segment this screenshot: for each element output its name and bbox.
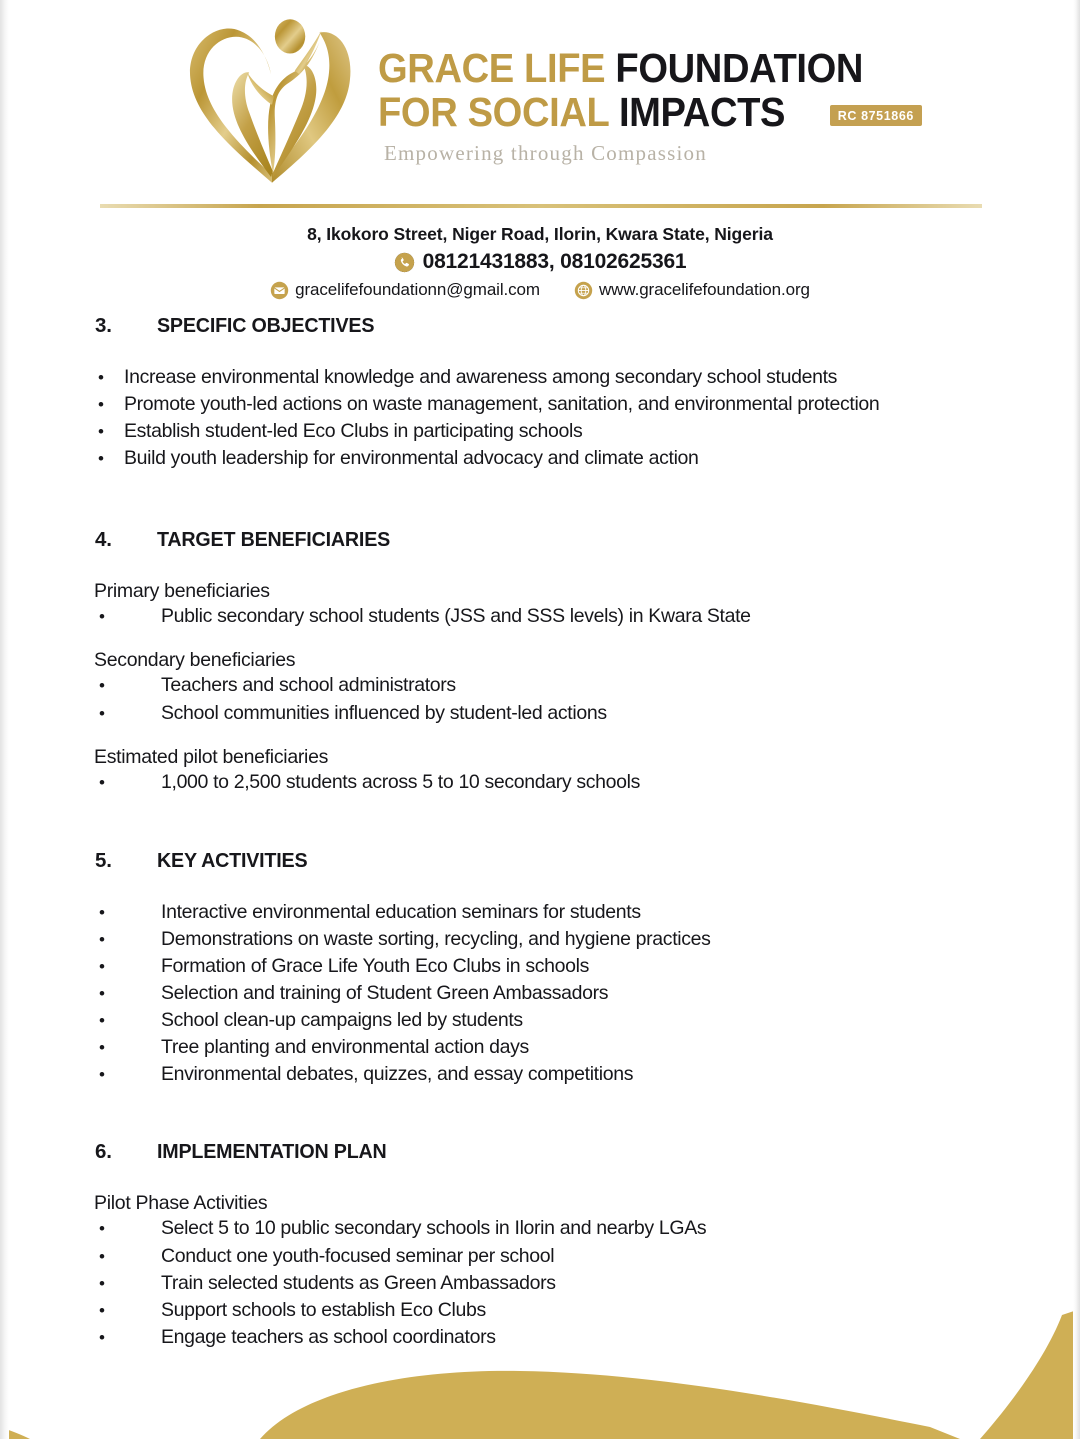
bullet-icon: [99, 1248, 161, 1265]
section-title: KEY ACTIVITIES: [157, 848, 308, 872]
bullet-icon: [99, 958, 161, 975]
subsection-label: Secondary beneficiaries: [94, 649, 296, 672]
section-number: 6.: [95, 1140, 112, 1164]
logo-row: [176, 6, 922, 196]
bullet-icon: [99, 705, 161, 722]
brand-line-2-row: [378, 88, 922, 136]
globe-icon: [574, 281, 593, 300]
key-activities-list: [0, 899, 1080, 1089]
gold-divider-line: [100, 204, 982, 208]
bullet-icon: [99, 1302, 161, 1319]
list-item-text: 1,000 to 2,500 students across 5 to 10 secondary schools: [161, 770, 641, 793]
contact-web-row: [0, 280, 1080, 300]
bullet-icon: [98, 450, 124, 467]
list-item: [0, 1215, 1080, 1242]
section-heading: [0, 314, 1080, 338]
section-key-activities: [0, 849, 1080, 1089]
list-item-text: Promote youth-led actions on waste management, sanitation, and environmental protection: [124, 393, 880, 416]
list-item: [0, 391, 1080, 418]
section-heading: [0, 528, 1080, 552]
rc-number-badge: RC 8751866: [830, 105, 922, 126]
list-item: [0, 953, 1080, 980]
brand-tagline: Empowering through Compassion: [384, 141, 707, 166]
brand-line1-gold: GRACE LIFE: [378, 45, 616, 91]
section-target-beneficiaries: [0, 528, 1080, 795]
brand-line2-gold: FOR SOCIAL: [378, 89, 619, 136]
bullet-icon: [99, 1275, 161, 1292]
subsection-label: Estimated pilot beneficiaries: [94, 745, 329, 768]
list-item-text: Select 5 to 10 public secondary schools in Ilorin and nearby LGAs: [161, 1217, 707, 1240]
list-item-text: Engage teachers as school coordinators: [161, 1325, 496, 1348]
bullet-icon: [99, 677, 161, 694]
section-title: IMPLEMENTATION PLAN: [157, 1140, 387, 1164]
bullet-icon: [98, 423, 124, 440]
subsection-label: Pilot Phase Activities: [94, 1192, 268, 1215]
list-item-text: Support schools to establish Eco Clubs: [161, 1298, 486, 1321]
list-item-text: School clean-up campaigns led by students: [161, 1009, 523, 1032]
bullet-icon: [99, 1329, 161, 1346]
bullet-icon: [99, 1066, 161, 1083]
letterhead-header: [0, 0, 1080, 200]
brand-line-1: [378, 45, 884, 91]
document-body: [0, 314, 1080, 1351]
list-item-text: Train selected students as Green Ambassadors: [161, 1271, 556, 1294]
list-item-text: Increase environmental knowledge and awareness among secondary school students: [124, 366, 838, 388]
contact-phone-row: [0, 250, 1080, 274]
section-implementation-plan: [0, 1140, 1080, 1350]
pilot-phase-activities-list: [0, 1215, 1080, 1350]
section-title: SPECIFIC OBJECTIVES: [157, 314, 375, 337]
list-item-text: Interactive environmental education seminars for students: [161, 900, 641, 923]
list-item: [0, 445, 1080, 472]
list-item-text: Establish student-led Eco Clubs in participating schools: [124, 420, 583, 443]
list-item: [0, 1243, 1080, 1270]
section-title: TARGET BENEFICIARIES: [157, 528, 391, 552]
bullet-icon: [98, 369, 124, 386]
phone-icon: [394, 252, 415, 273]
envelope-icon: [270, 281, 289, 300]
subsection-label: Primary beneficiaries: [94, 580, 270, 603]
list-item: [0, 1270, 1080, 1297]
bullet-icon: [98, 396, 124, 413]
list-item: [0, 980, 1080, 1007]
section-specific-objectives: [0, 314, 1080, 472]
list-item-text: Demonstrations on waste sorting, recycling, and hygiene practices: [161, 927, 711, 950]
bullet-icon: [99, 774, 161, 791]
section-heading: [0, 849, 1080, 873]
list-item: [0, 1007, 1080, 1034]
list-item: [0, 603, 1080, 630]
contact-website: www.gracelifefoundation.org: [598, 280, 810, 299]
list-item: [0, 1034, 1080, 1061]
list-item: [0, 899, 1080, 926]
list-item: [0, 364, 1080, 391]
bullet-icon: [99, 1012, 161, 1029]
list-item-text: Public secondary school students (JSS and SSS levels) in Kwara State: [161, 605, 751, 628]
list-item: [0, 769, 1080, 796]
section-number: 4.: [95, 528, 112, 552]
bullet-icon: [99, 931, 161, 948]
list-item-text: Teachers and school administrators: [161, 674, 456, 697]
bullet-icon: [99, 1220, 161, 1237]
list-item-text: Conduct one youth-focused seminar per school: [161, 1244, 555, 1267]
brand-line-2: [378, 89, 786, 136]
brand-line1-dark: FOUNDATION: [615, 45, 864, 91]
contact-address: 8, Ikokoro Street, Niger Road, Ilorin, Kwara State, Nigeria: [307, 224, 773, 244]
list-item-text: Build youth leadership for environmental advocacy and climate action: [124, 447, 699, 470]
secondary-beneficiaries-list: [0, 672, 1080, 726]
estimated-beneficiaries-list: [0, 769, 1080, 796]
list-item: [0, 672, 1080, 699]
contact-phone: 08121431883, 08102625361: [422, 250, 687, 273]
brand-line2-dark: IMPACTS: [618, 89, 786, 136]
brand-text-block: [378, 6, 922, 166]
list-item-text: Selection and training of Student Green Ambassadors: [161, 982, 609, 1005]
contact-email: gracelifefoundationn@gmail.com: [295, 280, 540, 299]
list-item: [0, 926, 1080, 953]
list-item-text: Environmental debates, quizzes, and essay competitions: [161, 1063, 634, 1086]
list-item: [0, 1297, 1080, 1324]
list-item: [0, 418, 1080, 445]
bullet-icon: [99, 904, 161, 921]
list-item: [0, 700, 1080, 727]
list-item-text: Tree planting and environmental action days: [161, 1036, 529, 1059]
bullet-icon: [99, 1039, 161, 1056]
list-item: [0, 1061, 1080, 1088]
bullet-icon: [99, 608, 161, 625]
contact-block: [0, 224, 1080, 300]
list-item-text: Formation of Grace Life Youth Eco Clubs in schools: [161, 954, 589, 977]
bullet-icon: [99, 985, 161, 1002]
grace-life-heart-logo-icon: [176, 6, 368, 196]
section-heading: [0, 1140, 1080, 1164]
objectives-list: [0, 364, 1080, 472]
list-item-text: School communities influenced by student-led actions: [161, 701, 607, 724]
list-item: [0, 1324, 1080, 1351]
primary-beneficiaries-list: [0, 603, 1080, 630]
section-number: 3.: [95, 314, 112, 337]
section-number: 5.: [95, 848, 112, 872]
